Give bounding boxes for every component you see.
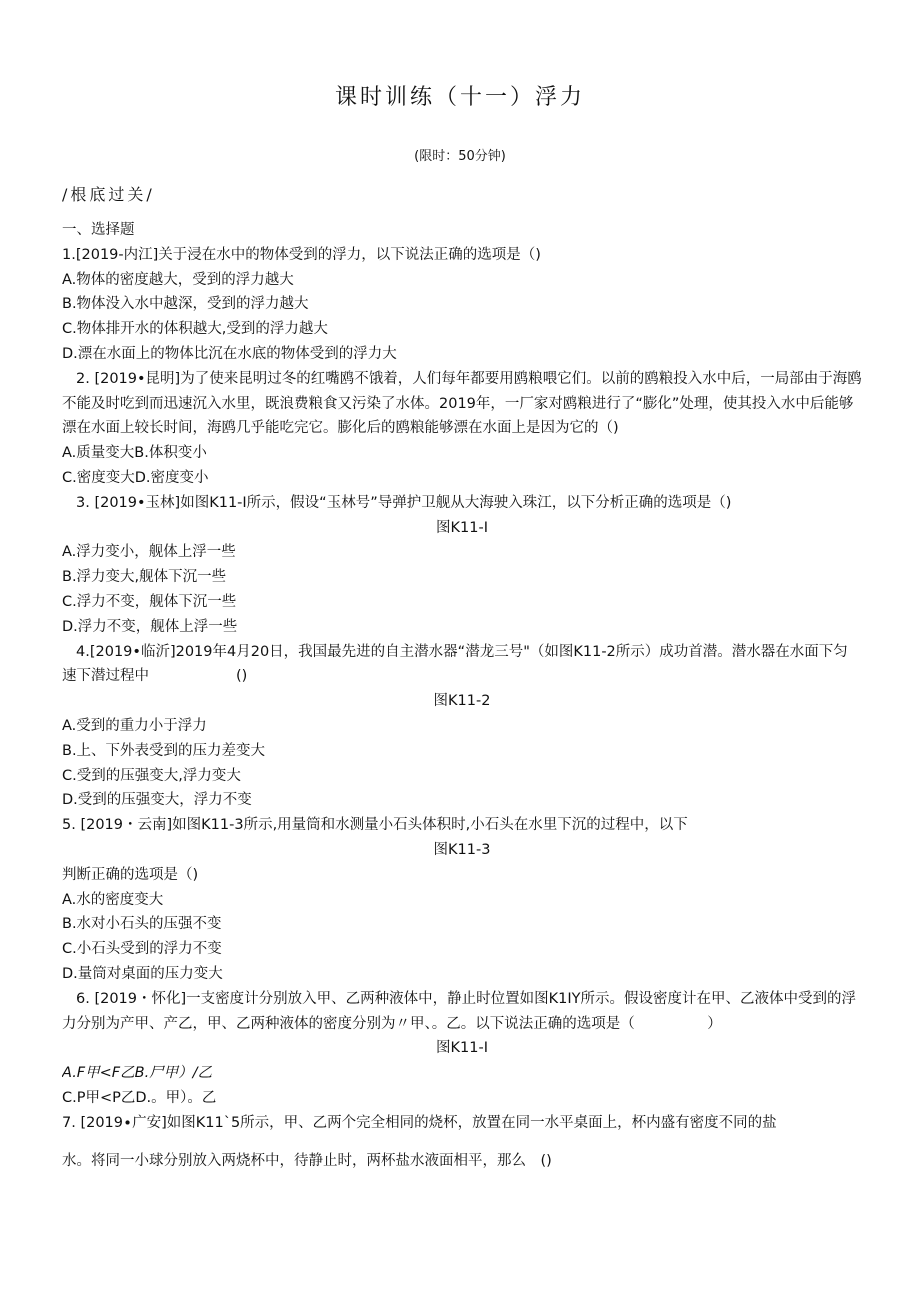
question-3-stem: 3. [2019•玉林]如图K11-I所示，假设“玉林号”导弹护卫舰从大海驶入珠江，以下分析正确的选项是（) [76,494,732,511]
question-5-stem: 5. [2019・云南]如图K11-3所示,用量筒和水测量小石头体积时,小石头在水里下沉的过程中，以下 [62,817,688,834]
question-6-options-ab: A.F甲<F乙B.尸甲）/乙 [62,1065,213,1082]
question-6-stem: 6. [2019・怀化]一支密度计分别放入甲、乙两种液体中，静止时位置如图K1IY所示。假设密度计在甲、乙液体中受到的浮力分别为产甲、产乙，甲、乙两种液体的密度分别为〃甲、。乙。以下说法正确的选项是（ ） [62,990,857,1032]
question-1-option-b: B.物体没入水中越深，受到的浮力越大 [62,296,309,313]
figure-caption-k11-2: 图K11-2 [433,693,491,710]
question-5-option-b: B.水对小石头的压强不变 [62,916,222,933]
question-5-option-d: D.量筒对桌面的压力变大 [62,965,223,982]
time-limit: (限时：50分钟) [414,149,506,164]
question-5-option-a: A.水的密度变大 [62,891,164,908]
question-7-stem-continued: 水。将同一小球分别放入两烧杯中，待静止时，两杯盐水液面相平，那么 () [62,1153,552,1170]
section-heading: /根底过关/ [62,185,155,204]
question-3-option-d: D.浮力不变，舰体上浮一些 [62,618,238,635]
figure-caption-k11-1: 图K11-I [436,519,488,536]
question-5-option-c: C.小石头受到的浮力不变 [62,941,222,958]
question-type-heading: 一、选择题 [62,222,135,238]
question-2-stem: 2. [2019•昆明]为了使来昆明过冬的红嘴鸥不饿着，人们每年都要用鸥粮喂它们。以前的鸥粮投入水中后，一局部由于海鸥不能及时吃到而迅速沉入水里，既浪费粮食又污染了水体。2019年，一厂家对鸥粮进行了“膨化”处理，使其投入水中后能够漂在水面上较长时间，海鸥几乎能吃完它。膨化后的鸥粮能够漂在水面上是因为它的（) [62,370,862,437]
question-2-options-ab: A.质量变大B.体积变小 [62,445,207,462]
question-5-stem-continued: 判断正确的选项是（) [62,866,199,883]
question-3-option-b: B.浮力变大,舰体下沉一些 [62,569,227,586]
figure-caption-k11-4: 图K11-I [436,1040,488,1057]
figure-caption-k11-3: 图K11-3 [433,841,491,858]
question-4-option-c: C.受到的压强变大,浮力变大 [62,767,241,784]
question-1-option-d: D.漂在水面上的物体比沉在水底的物体受到的浮力大 [62,345,397,362]
question-2-options-cd: C.密度变大D.密度变小 [62,469,209,486]
question-4-stem: 4.[2019•临沂]2019年4月20日，我国最先进的自主潜水器“潜龙三号"（如图K11-2所示）成功首潜。潜水器在水面下匀速下潜过程中 () [62,643,848,685]
question-4-option-d: D.受到的压强变大，浮力不变 [62,792,252,809]
question-4-option-a: A.受到的重力小于浮力 [62,717,207,734]
question-4-option-b: B.上、下外表受到的压力差变大 [62,742,266,759]
question-1-stem: 1.[2019-内江]关于浸在水中的物体受到的浮力，以下说法正确的选项是（) [62,246,541,263]
question-1-option-c: C.物体排开水的体积越大,受到的浮力越大 [62,321,328,338]
question-content [62,218,862,1174]
question-6-options-cd: C.P甲<P乙D.。甲）。乙 [62,1089,217,1106]
question-3-option-a: A.浮力变小，舰体上浮一些 [62,544,236,561]
question-3-option-c: C.浮力不变，舰体下沉一些 [62,593,237,610]
page-title: 课时训练（十一）浮力 [334,85,585,110]
question-1-option-a: A.物体的密度越大，受到的浮力越大 [62,271,294,288]
question-7-stem: 7. [2019∙广安]如图K11`5所示，甲、乙两个完全相同的烧杯，放置在同一水平桌面上，杯内盛有密度不同的盐 [62,1114,777,1131]
